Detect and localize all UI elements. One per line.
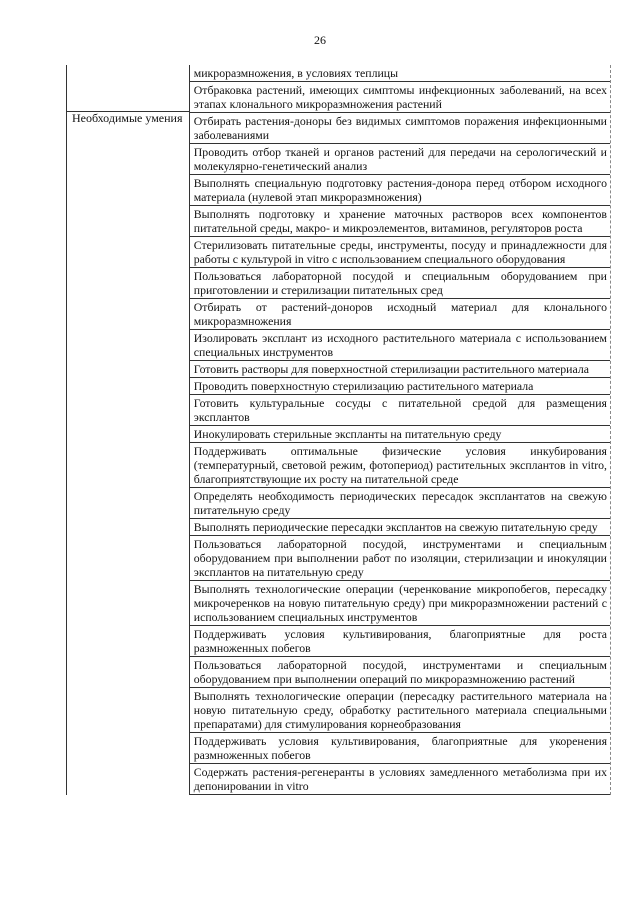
section-label: Необходимые умения — [72, 111, 183, 125]
skill-row: Проводить отбор тканей и органов растений для передачи на серологический и молекулярно-генетический анализ — [190, 143, 610, 174]
skill-row: Стерилизовать питательные среды, инструменты, посуду и принадлежности для работы с культурой in vitro с использованием специального оборудования — [190, 236, 610, 267]
skill-row: Отбирать от растений-доноров исходный материал для клонального микроразмножения — [190, 298, 610, 329]
skill-row: Отбирать растения-доноры без видимых симптомов поражения инфекционными заболеваниями — [190, 112, 610, 143]
skill-row: Пользоваться лабораторной посудой, инструментами и специальным оборудованием при выполнении операций по микроразмножению растений — [190, 656, 610, 687]
skill-row: Поддерживать условия культивирования, благоприятные для укоренения размноженных побегов — [190, 732, 610, 763]
skill-row: Пользоваться лабораторной посудой, инструментами и специальным оборудованием при выполнении работ по изоляции, стерилизации и инокуляции эксплантов на питательную среду — [190, 535, 610, 580]
skill-row: Готовить растворы для поверхностной стерилизации растительного материала — [190, 360, 610, 377]
category-column — [67, 65, 190, 795]
skill-row: Инокулировать стерильные экспланты на питательную среду — [190, 425, 610, 442]
skill-row: Содержать растения-регенеранты в условиях замедленного метаболизма при их депонировании in vitro — [190, 763, 610, 795]
skill-row: Определять необходимость периодических пересадок эксплантатов на свежую питательную среду — [190, 487, 610, 518]
skill-row: Выполнять периодические пересадки эксплантов на свежую питательную среду — [190, 518, 610, 535]
skills-table — [66, 65, 611, 795]
page-number: 26 — [314, 33, 326, 47]
skill-row: Выполнять специальную подготовку растения-донора перед отбором исходного материала (нулевой этап микроразмножения) — [190, 174, 610, 205]
skill-row: Выполнять технологические операции (пересадку растительного материала на новую питательную среду, обработку растительного материала специальными препаратами) для стимулирования корнеобразования — [190, 687, 610, 732]
skill-row: Поддерживать условия культивирования, благоприятные для роста размноженных побегов — [190, 625, 610, 656]
skill-row: Поддерживать оптимальные физические условия инкубирования (температурный, световой режим, фотопериод) растительных эксплантов in vitro, благоприятствующие их росту на питательной среде — [190, 442, 610, 487]
table-row: микроразмножения, в условиях теплицы — [193, 66, 399, 80]
skill-row: Выполнять технологические операции (черенкование микропобегов, пересадку микрочеренков на новую питательную среду) при микроразмножении растений с использованием специальных инструментов — [190, 580, 610, 625]
skill-row: Готовить культуральные сосуды с питательной средой для размещения эксплантов — [190, 394, 610, 425]
table-row: Отбраковка растений, имеющих симптомы инфекционных заболеваний, на всех этапах клонального микроразмножения растений — [190, 81, 610, 112]
skill-row: Проводить поверхностную стерилизацию растительного материала — [190, 377, 610, 394]
skill-row: Выполнять подготовку и хранение маточных растворов всех компонентов питательной среды, макро- и микроэлементов, витаминов, регуляторов роста — [190, 205, 610, 236]
skill-row: Пользоваться лабораторной посудой и специальным оборудованием при приготовлении и стерилизации питательных сред — [190, 267, 610, 298]
skills-column — [190, 65, 611, 795]
skill-row: Изолировать эксплант из исходного растительного материала с использованием специальных инструментов — [190, 329, 610, 360]
